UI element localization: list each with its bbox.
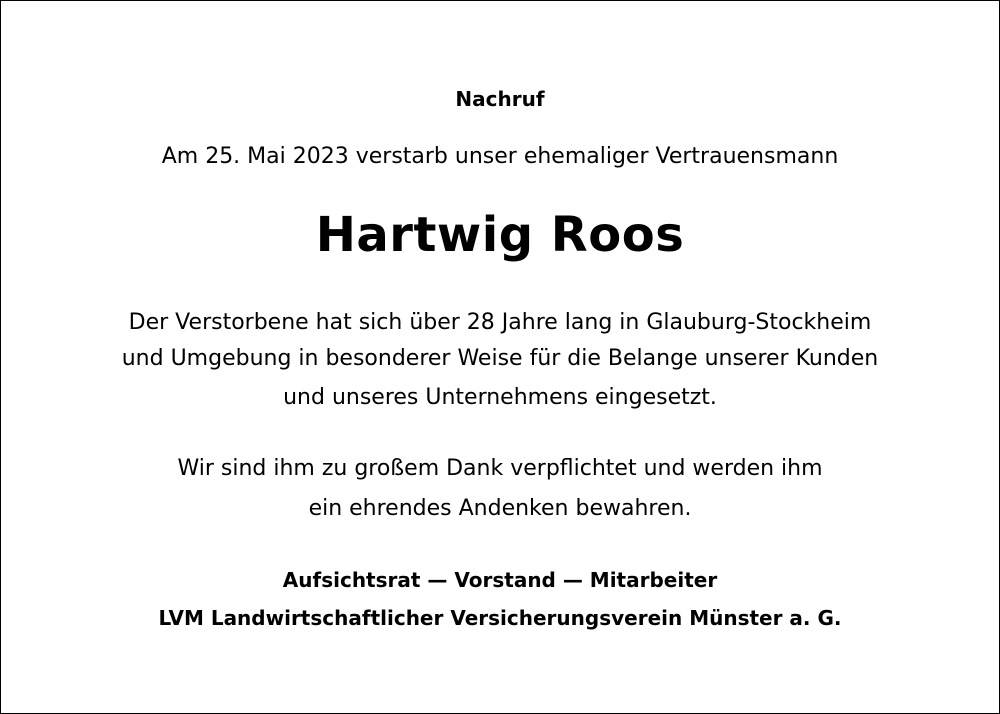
notice-heading: Nachruf: [455, 87, 545, 111]
gratitude-line: ein ehrendes Andenken bewahren.: [308, 496, 692, 521]
company-name: LVM Landwirtschaftlicher Versicherungsverein Münster a. G.: [158, 606, 842, 630]
paragraph-line: und unseres Unternehmens eingesetzt.: [283, 385, 717, 410]
signature-line: Aufsichtsrat — Vorstand — Mitarbeiter: [282, 568, 718, 592]
paragraph-line: und Umgebung in besonderer Weise für die Belange unserer Kunden: [121, 346, 879, 371]
paragraph-line: Der Verstorbene hat sich über 28 Jahre lang in Glauburg-Stockheim: [128, 310, 872, 335]
deceased-name: Hartwig Roos: [315, 207, 685, 263]
gratitude-line: Wir sind ihm zu großem Dank verpflichtet und werden ihm: [177, 456, 823, 481]
intro-line: Am 25. Mai 2023 verstarb unser ehemaliger Vertrauensmann: [161, 144, 839, 169]
